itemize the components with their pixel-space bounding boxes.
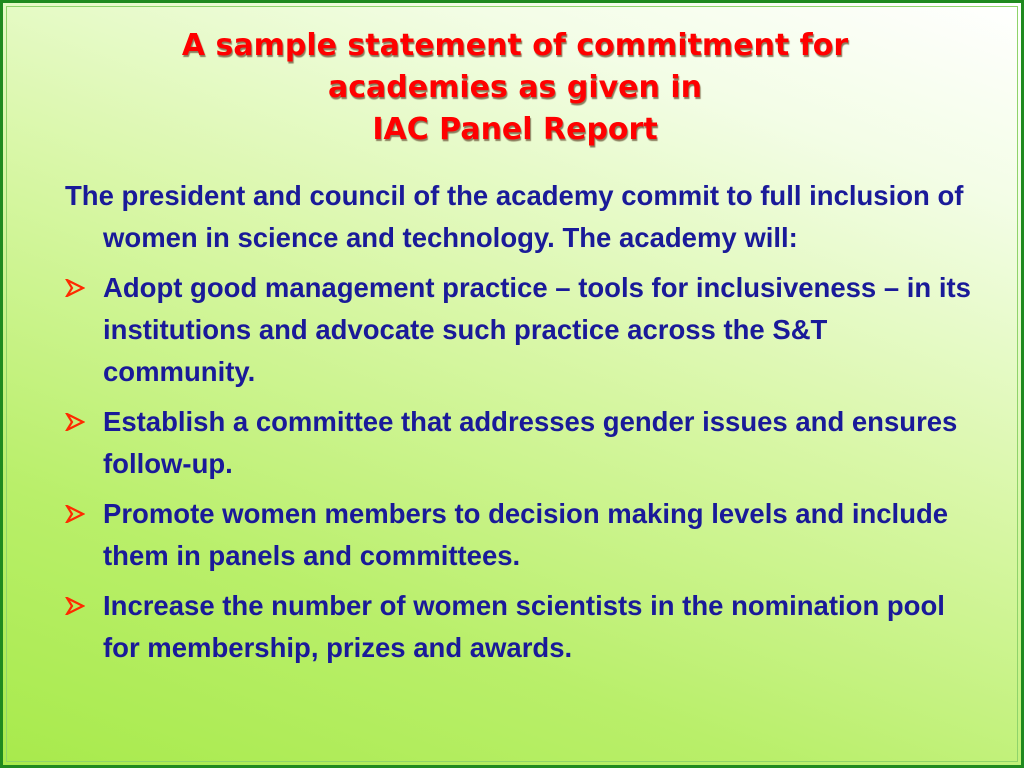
arrow-bullet-icon xyxy=(65,267,91,309)
bullet-text: Establish a committee that addresses gender issues and ensures follow-up. xyxy=(103,406,958,479)
bullet-text: Adopt good management practice – tools for inclusiveness – in its institutions and advocate such practice across the S&T community. xyxy=(103,272,971,387)
intro-paragraph: The president and council of the academy commit to full inclusion of women in science and technology. The academy will: xyxy=(65,180,964,253)
bullet-text: Increase the number of women scientists in the nomination pool for membership, prizes and awards. xyxy=(103,590,945,663)
slide-title xyxy=(43,25,987,151)
title-line: A sample statement of commitment for xyxy=(181,28,849,63)
title-line: academies as given in xyxy=(328,70,702,105)
bullet-item xyxy=(65,493,985,577)
bullet-item xyxy=(65,401,985,485)
arrow-bullet-icon xyxy=(65,401,91,443)
arrow-bullet-icon xyxy=(65,493,91,535)
bullet-item xyxy=(65,585,985,669)
bullet-item xyxy=(65,267,985,393)
arrow-bullet-icon xyxy=(65,585,91,627)
slide-body xyxy=(65,175,985,677)
bullet-text: Promote women members to decision making levels and include them in panels and committees. xyxy=(103,498,949,571)
title-line: IAC Panel Report xyxy=(372,112,658,147)
